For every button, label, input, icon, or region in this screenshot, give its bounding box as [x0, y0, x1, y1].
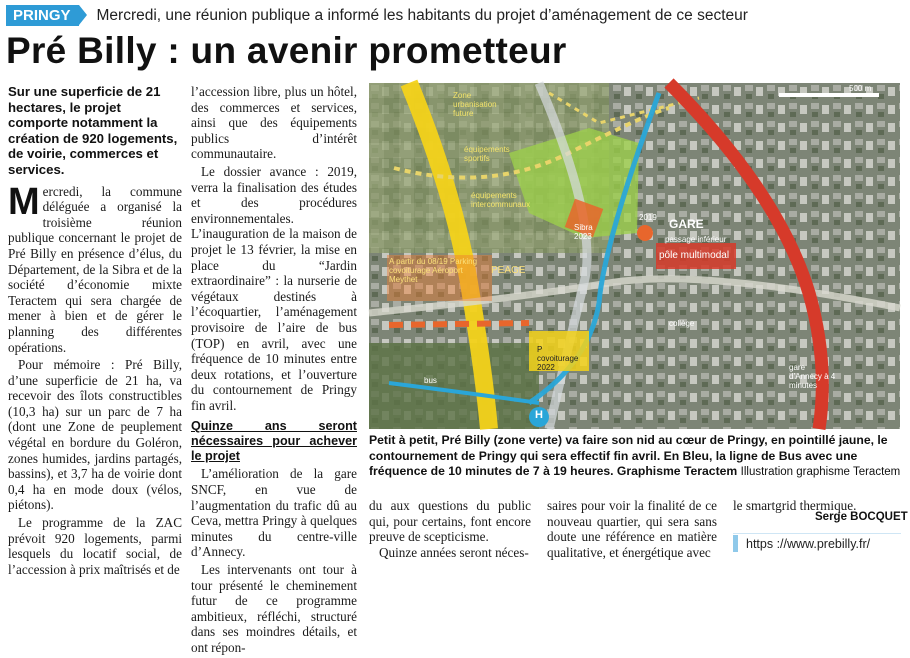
paragraph: Mercredi, la commune déléguée a organisé la troisième réunion publique concernant le projet de Pré Billy en présence d’élus, du Département, de la Sibra et de la société d’économie mixte Teractem qui sera chargée de mener à bien et de gérer le planning des différentes opérations. — [8, 180, 182, 355]
headline: Pré Billy : un avenir prometteur — [6, 30, 567, 71]
article-column-2 — [191, 84, 357, 658]
link-marker-icon — [733, 535, 738, 552]
website-link[interactable] — [733, 533, 901, 553]
map-label: passage inférieur — [665, 235, 727, 244]
map-label: gare d’Annecy à 4 minutes — [789, 363, 836, 390]
article-column-3 — [369, 498, 531, 560]
article-column-1 — [8, 84, 182, 579]
map-label: PEAGE — [491, 265, 526, 276]
map-label: Zone urbanisation future — [453, 91, 497, 118]
map-scale: 500 m — [849, 84, 872, 93]
paragraph: Quinze années seront néces- — [379, 544, 529, 560]
aerial-map-illustration — [369, 83, 900, 429]
map-label: équipements sportifs — [464, 145, 510, 163]
paragraph: Pour mémoire : Pré Billy, d’une superficie de 21 ha, va recevoir des îlots constructibles (10,3 ha) sur un parc de 7 ha (dont une Zone de peuplement végétal en bordure du Goléron, zones humides, jardins partagés, bassins), et 3,7 ha de voirie dont 0,4 ha en mode doux (vélos, piétons). — [8, 357, 182, 513]
author-signature: Serge BOCQUET — [815, 511, 908, 523]
kicker-text: Mercredi, une réunion publique a informé les habitants du projet d’aménagement de ce secteur — [96, 6, 748, 24]
paragraph: L’amélioration de la gare SNCF, en vue de l’augmentation du trafic dû au Ceva, mettra Pringy à quelques minutes du centre-ville d’Annecy. — [191, 466, 357, 560]
map-label: P covoiturage 2022 — [537, 345, 579, 372]
map-label: pôle multimodal — [659, 250, 730, 261]
paragraph: l’accession libre, plus un hôtel, des commerces et services, ainsi que des équipements publics d’intérêt communautaire. — [191, 84, 357, 162]
map-label: Sibra 2023 — [574, 223, 593, 241]
paragraph: Le programme de la ZAC prévoit 920 logements, parmi lesquels du locatif social, de l’accession à prix maîtrisés et de — [8, 515, 182, 577]
photo-credit: Illustration graphisme Teractem — [740, 466, 901, 478]
article-column-4 — [547, 498, 717, 560]
photo-caption: Petit à petit, Pré Billy (zone verte) va faire son nid au cœur de Pringy, en pointillé jaune, le contournement de Pringy qui sera effectif fin avril. En Bleu, la ligne de Bus avec une fréquence de 10 minutes de 7 à 19 heures. Graphisme Teractem Illustration graphisme Teractem — [369, 433, 901, 478]
map-label: 2019 — [639, 213, 657, 222]
dropcap: M — [8, 180, 40, 223]
section-tag: PRINGY — [6, 5, 79, 26]
map-label: A partir du 08/19 Parking covoiturage Aéroport Meythet — [389, 257, 478, 284]
paragraph: du aux questions du public qui, pour certains, font encore preuve de scepticisme. — [369, 498, 531, 545]
map-label-gare: GARE — [669, 217, 704, 231]
website-url[interactable]: https ://www.prebilly.fr/ — [746, 536, 871, 551]
paragraph: Les intervenants ont tour à tour présenté le cheminement futur de ce programme ambitieux, réfléchi, structuré dans ses moindres détails, et ont répon- — [191, 562, 357, 655]
hospital-icon: H — [535, 409, 543, 421]
lead-paragraph: Sur une superficie de 21 hectares, le projet comporte notamment la création de 920 logements, de voirie, commerces et services. — [8, 84, 178, 177]
paragraph: le smartgrid thermique. — [733, 498, 857, 513]
paragraph: saires pour voir la finalité de ce nouveau quartier, qui sera sans doute une référence en matière qualitative, et énergétique avec — [547, 498, 717, 560]
map-label: bus — [424, 376, 437, 385]
map-label: collège — [669, 319, 695, 328]
kicker — [6, 5, 748, 26]
map-label: équipements intercommunaux — [471, 191, 531, 209]
paragraph: Le dossier avance : 2019, verra la finalisation des études et des procédures environnementales. L’inauguration de la maison de projet le 13 février, la mise en place du “Jardin extraordinaire” : la nurserie de végétaux destinés à l’écoquartier, l’aménagement provisoire de l’aire de bus (TOP) en avril, avec une fréquence de 10 minutes entre deux rotations, et l’ouverture du contournement de Pringy fin avril. — [191, 163, 357, 413]
subheading: Quinze ans seront nécessaires pour achever le projet — [191, 419, 357, 464]
